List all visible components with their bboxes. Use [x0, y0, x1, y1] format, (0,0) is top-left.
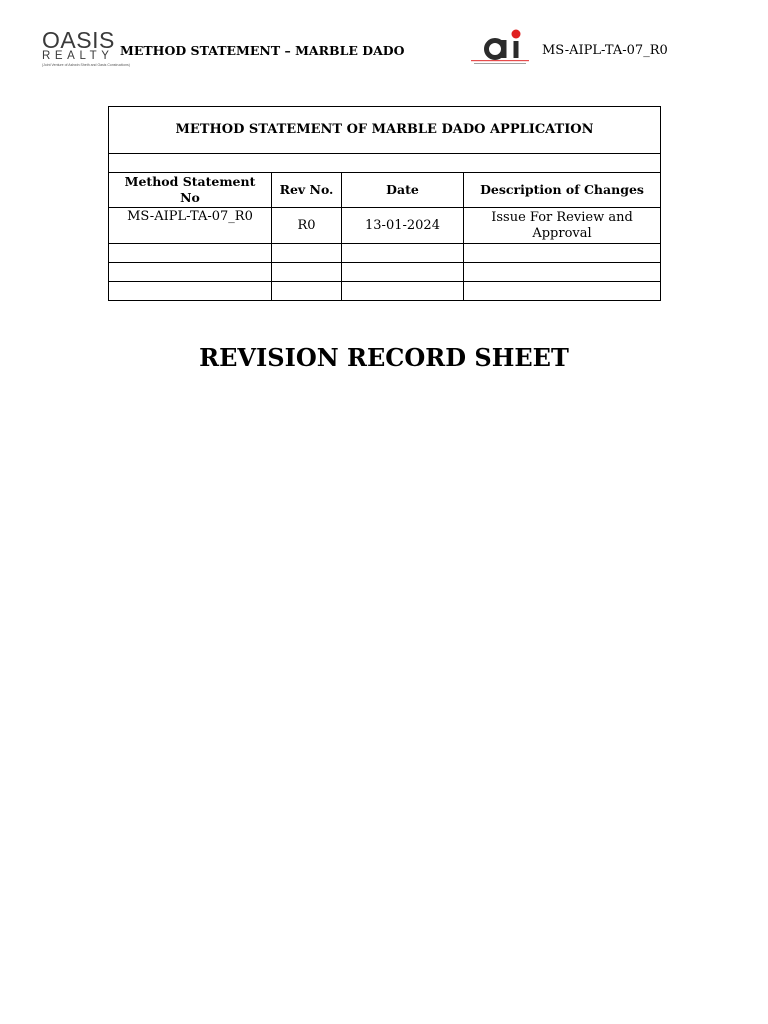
logo-tagline: (Joint Venture of Ashwin Sheth and Oasis Constructions)	[42, 63, 130, 67]
document-title: METHOD STATEMENT – MARBLE DADO	[120, 43, 405, 58]
cell-date: 13-01-2024	[342, 208, 464, 244]
column-header: Date	[342, 173, 464, 208]
cell-description: Issue For Review and Approval	[464, 208, 661, 244]
revision-table	[108, 106, 661, 301]
cell-rev-no: R0	[272, 208, 342, 244]
table-row	[109, 208, 661, 244]
column-header: Rev No.	[272, 173, 342, 208]
table-spacer-row	[109, 154, 661, 173]
table-title-row	[109, 107, 661, 154]
document-code: MS-AIPL-TA-07_R0	[542, 43, 668, 58]
table-title: METHOD STATEMENT OF MARBLE DADO APPLICATION	[109, 107, 661, 154]
table-row	[109, 282, 661, 301]
cell-method-statement-no: MS-AIPL-TA-07_R0	[109, 208, 272, 244]
column-header: Description of Changes	[464, 173, 661, 208]
ai-logo	[468, 28, 532, 66]
oasis-realty-logo	[42, 27, 130, 70]
ai-logo-mark	[468, 28, 532, 66]
table-header-row	[109, 173, 661, 208]
logo-word: OASIS	[42, 27, 115, 53]
table-row	[109, 244, 661, 263]
column-header: Method Statement No	[109, 173, 272, 208]
sheet-title: REVISION RECORD SHEET	[199, 343, 569, 372]
table-row	[109, 263, 661, 282]
logo-sub: REALTY	[42, 50, 114, 62]
